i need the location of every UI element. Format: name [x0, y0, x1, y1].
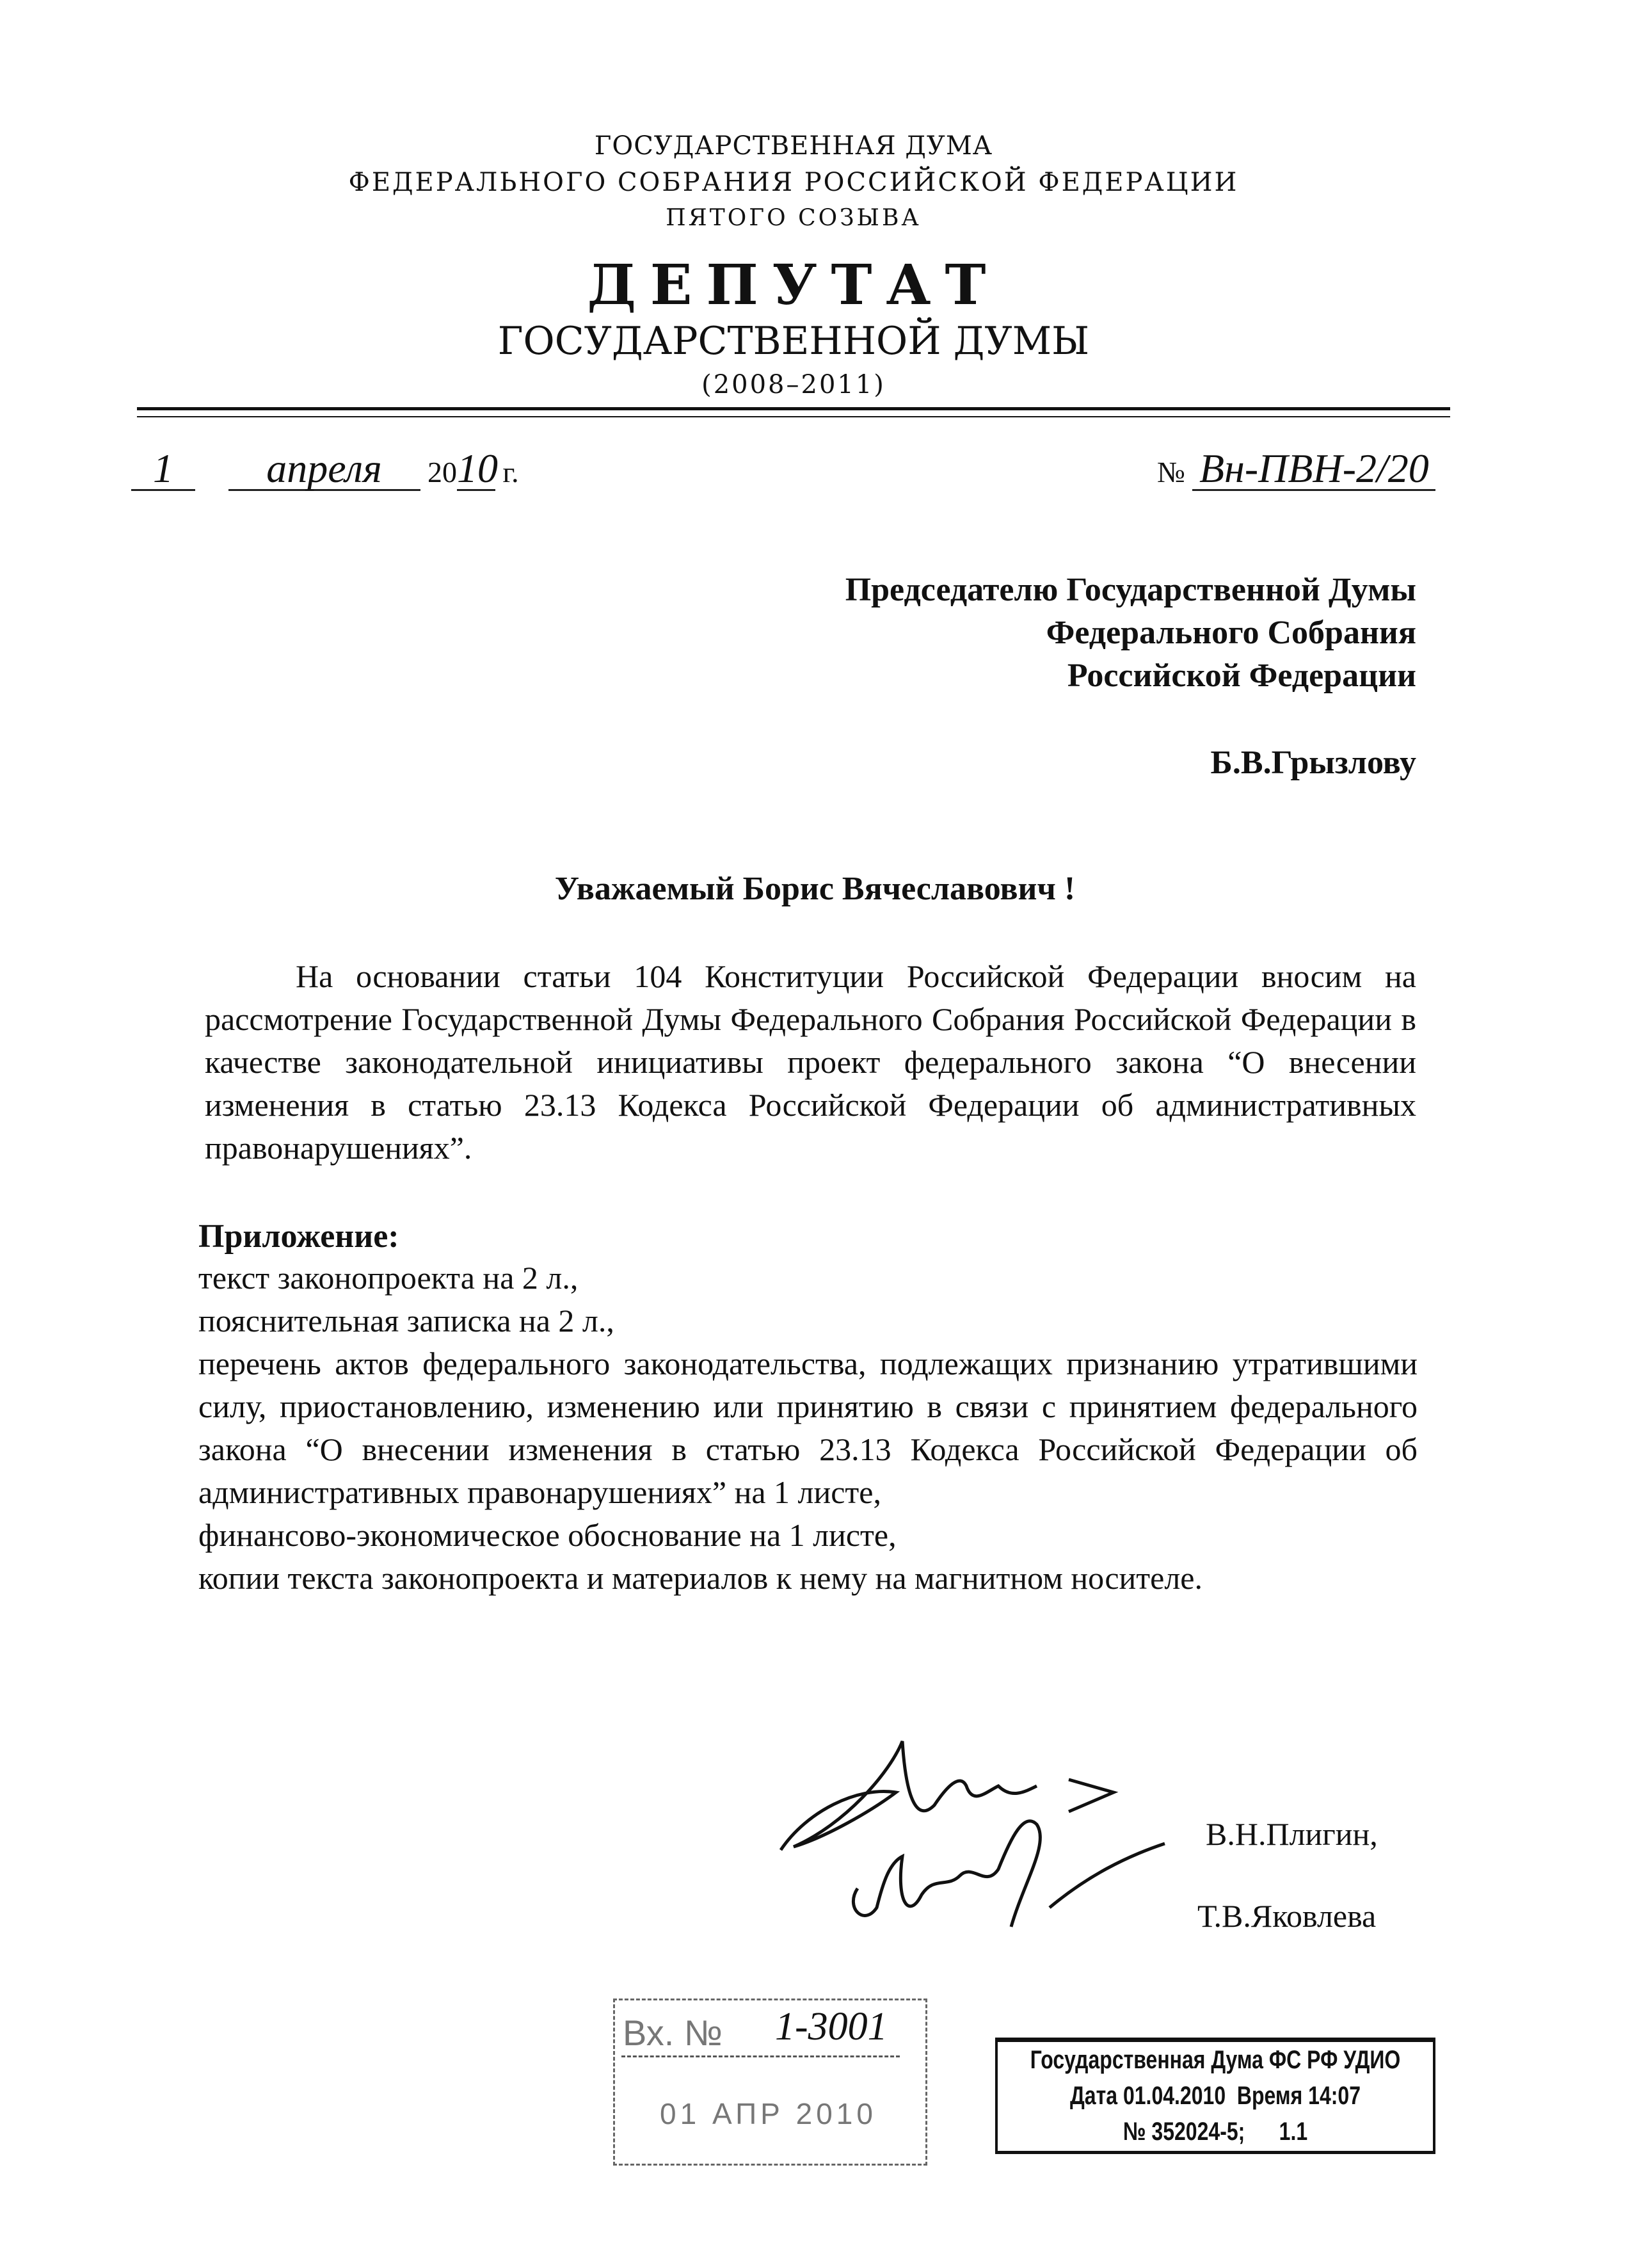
incoming-stamp — [613, 1999, 927, 2166]
incoming-number: 1-3001 — [775, 2005, 888, 2048]
attachment-item: пояснительная записка на 2 л., — [198, 1303, 614, 1339]
greeting: Уважаемый Борис Вячеславович ! — [554, 871, 1076, 907]
attachment-item: финансово-экономическое обоснование на 1 листе, — [198, 1517, 897, 1553]
date-suffix: г. — [502, 456, 519, 488]
attachment-item: перечень актов федерального законодательства, подлежащих признанию утратившими силу, приостановлению, изменению или принятию в связи с принятием федерального закона “О внесении изменения в статью 23.13 Кодекса Российской Федерации об административных правонарушениях” на 1 листе, — [198, 1346, 1418, 1510]
date-line — [131, 448, 519, 491]
addressee-line-3: Российской Федерации — [1067, 657, 1416, 694]
attachments-list — [198, 1257, 1418, 1600]
date-year-prefix: 20 — [427, 456, 457, 488]
attachment-item: копии текста законопроекта и материалов к нему на магнитном носителе. — [198, 1560, 1203, 1596]
letterhead-line-1: ГОСУДАРСТВЕННАЯ ДУМА — [594, 131, 993, 161]
incoming-label: Вх. № — [623, 2013, 723, 2053]
addressee-line-2: Федерального Собрания — [1046, 615, 1416, 651]
body-paragraph: На основании статьи 104 Конституции Российской Федерации вносим на рассмотрение Государственной Думы Федерального Собрания Российской Федерации в качестве законодательной инициативы проект федерального закона “О внесении изменения в статью 23.13 Кодекса Российской Федерации об административных правонарушениях”. — [205, 958, 1416, 1166]
number-label: № — [1157, 456, 1185, 488]
signatory-1: В.Н.Плигин, — [1206, 1816, 1378, 1852]
header-rule-thin — [137, 416, 1450, 417]
addressee-line-1: Председателю Государственной Думы — [845, 572, 1416, 608]
date-month: апреля — [228, 448, 420, 491]
registry-line-3: № 352024-5; 1.1 — [1123, 2118, 1308, 2146]
outgoing-number — [1157, 448, 1435, 491]
number-value: Вн-ПВН-2/20 — [1192, 448, 1435, 491]
header-rule-thick — [137, 407, 1450, 410]
letter-body — [205, 955, 1416, 1170]
signatory-2: Т.В.Яковлева — [1197, 1898, 1377, 1934]
letterhead-line-3: ПЯТОГО СОЗЫВА — [666, 205, 922, 231]
incoming-date: 01 АПР 2010 — [660, 2097, 877, 2130]
date-day: 1 — [131, 448, 195, 491]
signatures-image — [768, 1716, 1216, 1959]
letterhead-title: ДЕПУТАТ — [587, 253, 1000, 318]
registry-stamp — [995, 2038, 1435, 2154]
registry-line-1: Государственная Дума ФС РФ УДИО — [1030, 2046, 1401, 2074]
attachment-item: текст законопроекта на 2 л., — [198, 1260, 579, 1296]
letterhead-years: (2008–2011) — [701, 370, 886, 399]
date-year-suffix: 10 — [457, 446, 498, 491]
letterhead-line-2: ФЕДЕРАЛЬНОГО СОБРАНИЯ РОССИЙСКОЙ ФЕДЕРАЦИИ — [348, 168, 1239, 197]
addressee-name: Б.В.Грызлову — [1210, 744, 1416, 781]
registry-line-2: Дата 01.04.2010 Время 14:07 — [1070, 2082, 1361, 2110]
incoming-stamp-divider — [621, 2055, 900, 2057]
letterhead-subtitle: ГОСУДАРСТВЕННОЙ ДУМЫ — [497, 319, 1090, 364]
attachments-heading: Приложение: — [198, 1218, 399, 1255]
